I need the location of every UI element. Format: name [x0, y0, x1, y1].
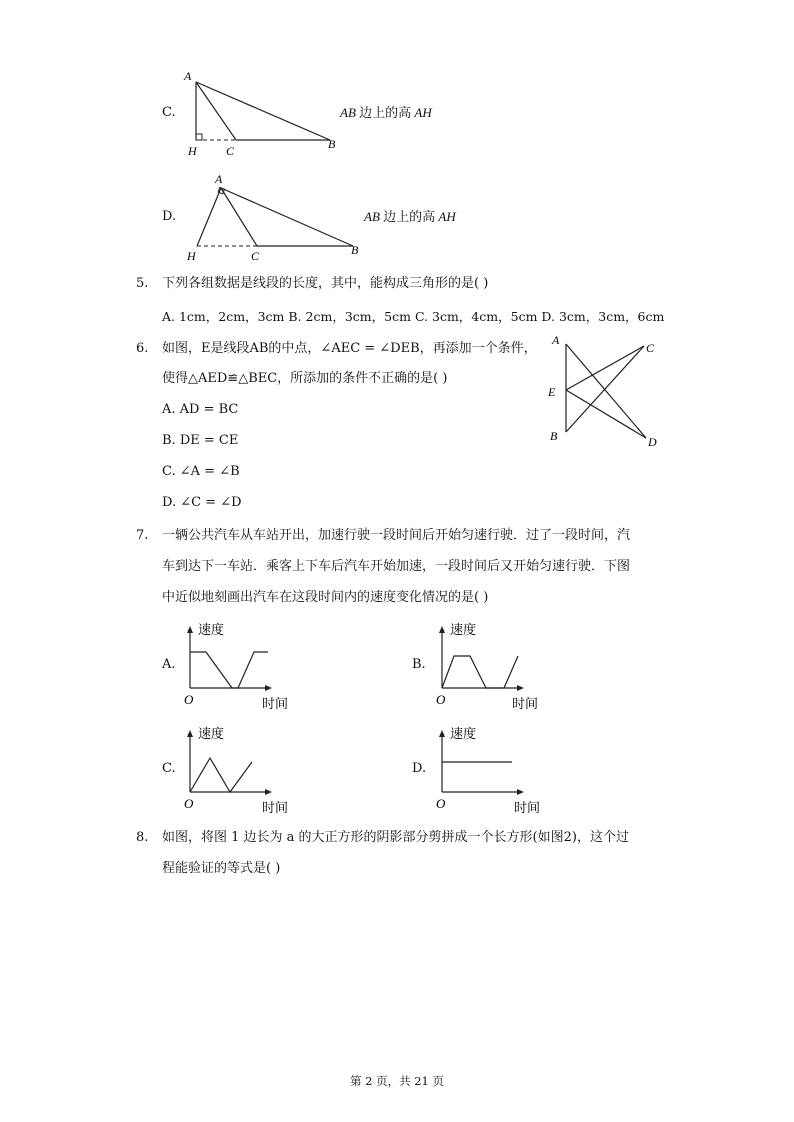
- time-axis-label: 时间: [512, 697, 539, 712]
- q5-option-a: A. 1cm，2cm，3cm: [162, 309, 285, 324]
- page-footer: 第 2 页，共 21 页: [349, 1074, 445, 1088]
- point-a-label: A: [215, 172, 223, 186]
- q7-number: 7.: [136, 528, 149, 543]
- point-b-label: B: [550, 429, 558, 443]
- point-d-label: D: [648, 435, 657, 449]
- q6-option-c: C. ∠A = ∠B: [162, 464, 240, 479]
- q8-stem-line1: 如图，将图 1 边长为 a 的大正方形的阴影部分剪拼成一个长方形(如图2)，这个过: [162, 830, 629, 845]
- q7-graph-a: [180, 618, 300, 714]
- q7-stem-line1: 一辆公共汽车从车站开出，加速行驶一段时间后开始匀速行驶．过了一段时间，汽: [162, 528, 631, 543]
- time-axis-label: 时间: [514, 801, 541, 816]
- q8-number: 8.: [136, 830, 149, 845]
- option-c-letter: C.: [162, 105, 176, 120]
- option-d-figure: [183, 170, 373, 262]
- point-h-label: H: [187, 249, 196, 262]
- q7-graph-c: [180, 722, 300, 818]
- option-d-letter: D.: [162, 209, 177, 224]
- option-c-figure: [180, 68, 340, 158]
- point-c-label: C: [251, 249, 260, 262]
- point-c-label: C: [646, 341, 655, 355]
- point-b-label: B: [351, 243, 359, 257]
- q7-graph-d-letter: D.: [412, 761, 427, 776]
- q5-number: 5.: [136, 276, 149, 291]
- q6-stem-line1: 如图，E是线段AB的中点，∠AEC = ∠DEB，再添加一个条件，: [162, 341, 537, 356]
- option-d-caption: AB 边上的高 AH: [364, 209, 456, 224]
- time-axis-label: 时间: [262, 697, 289, 712]
- q5-stem: 下列各组数据是线段的长度，其中，能构成三角形的是( ): [162, 276, 489, 291]
- option-c-caption: AB 边上的高 AH: [340, 105, 432, 120]
- point-b-label: B: [328, 137, 336, 151]
- q6-figure: [544, 330, 664, 450]
- point-h-label: H: [188, 144, 197, 158]
- q6-stem-line2: 使得△AED≌△BEC，所添加的条件不正确的是( ): [162, 371, 448, 386]
- q6-option-a: A. AD = BC: [162, 402, 239, 417]
- point-a-label: A: [184, 69, 192, 83]
- q7-graph-d: [432, 722, 552, 818]
- q8-stem-line2: 程能验证的等式是( ): [162, 861, 281, 876]
- time-axis-label: 时间: [262, 801, 289, 816]
- origin-label: O: [184, 692, 194, 707]
- q5-option-c: C. 3cm，4cm，5cm: [414, 309, 538, 324]
- q7-graph-b-letter: B.: [412, 657, 426, 672]
- speed-axis-label: 速度: [198, 623, 225, 638]
- q6-option-b: B. DE = CE: [162, 433, 239, 448]
- speed-axis-label: 速度: [198, 727, 225, 742]
- q7-graph-b: [432, 618, 552, 714]
- q7-graph-c-letter: C.: [162, 761, 176, 776]
- speed-axis-label: 速度: [450, 727, 477, 742]
- q5-option-d: D. 3cm，3cm，6cm: [541, 309, 665, 324]
- q5-option-b: B. 2cm，3cm，5cm: [288, 309, 411, 324]
- speed-axis-label: 速度: [450, 623, 477, 638]
- q6-option-d: D. ∠C = ∠D: [162, 495, 242, 510]
- point-c-label: C: [226, 144, 235, 158]
- q6-number: 6.: [136, 341, 149, 356]
- origin-label: O: [436, 796, 446, 811]
- origin-label: O: [184, 796, 194, 811]
- point-e-label: E: [548, 385, 556, 399]
- q5-options: [162, 308, 664, 326]
- origin-label: O: [436, 692, 446, 707]
- point-a-label: A: [552, 333, 560, 347]
- q7-stem-line3: 中近似地刻画出汽车在这段时间内的速度变化情况的是( ): [162, 590, 489, 605]
- q7-graph-a-letter: A.: [162, 657, 176, 672]
- q7-stem-line2: 车到达下一车站．乘客上下车后汽车开始加速，一段时间后又开始匀速行驶．下图: [162, 559, 631, 574]
